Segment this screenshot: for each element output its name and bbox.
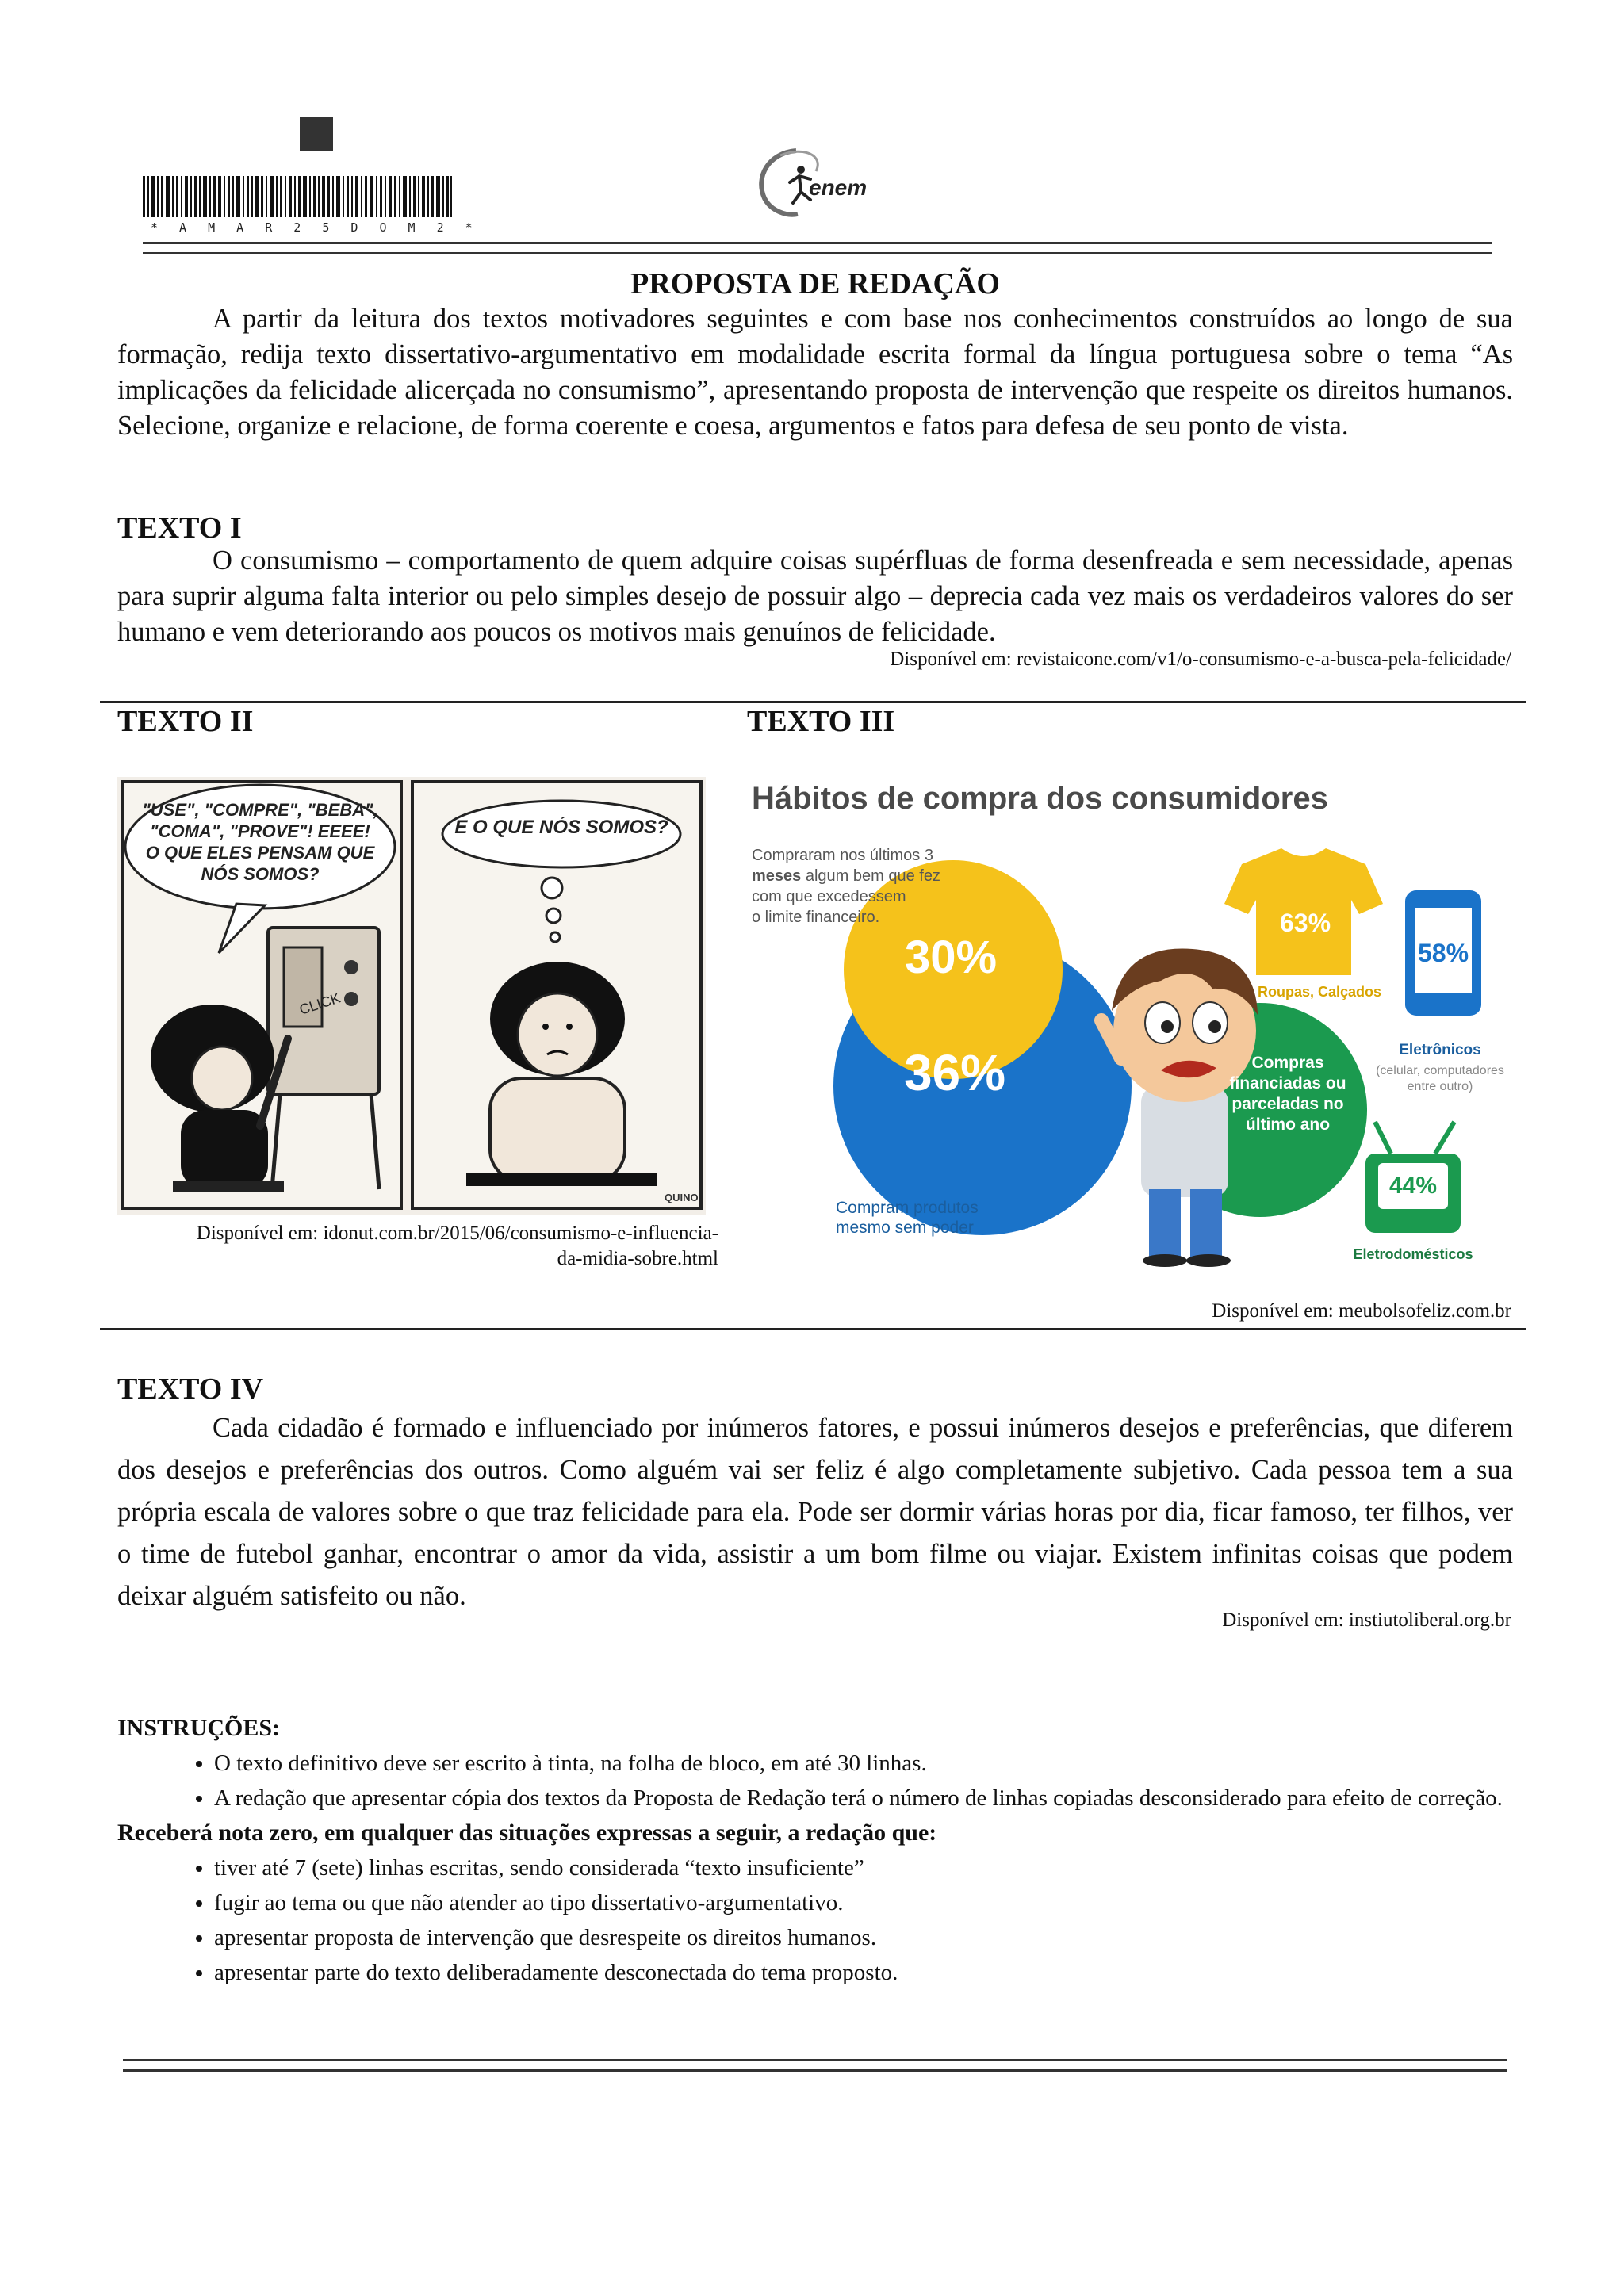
barcode	[143, 176, 452, 217]
label-eletronicos-sub1: (celular, computadores	[1376, 1064, 1504, 1077]
svg-text:36%	[904, 1044, 1005, 1101]
texto2-source-line2: da-midia-sobre.html	[557, 1248, 718, 1269]
comic-tv-sound: CLICK	[297, 989, 343, 1018]
zero-grade-item: • fugir ao tema ou que não atender ao tipo dissertativo-argumentativo.	[214, 1885, 1513, 1920]
label-compras-1: Compras	[1251, 1054, 1324, 1072]
pct-44: 44%	[1388, 1173, 1438, 1199]
footer-double-rule	[123, 2059, 1507, 2072]
svg-text:entre outro)	[1408, 1080, 1473, 1093]
note-line3: com que excedessem	[752, 888, 906, 905]
svg-text:enem	[809, 175, 867, 200]
note-line4: o limite financeiro.	[752, 909, 880, 926]
label-sempoder-2: mesmo sem poder	[836, 1219, 974, 1237]
note-line2-rest: algum bem que fez	[801, 867, 940, 885]
svg-text:Compras	[1251, 1054, 1323, 1072]
note-line2-bold: meses	[752, 867, 802, 885]
texto2-source-line1: Disponível em: idonut.com.br/2015/06/consumismo-e-influencia-	[196, 1223, 718, 1244]
texto1-title: TEXTO I	[117, 511, 242, 545]
instruction-item: • O texto definitivo deve ser escrito à tinta, na folha de bloco, em até 30 linhas.	[214, 1746, 1513, 1781]
svg-text:último ano	[1246, 1115, 1330, 1134]
zero-grade-list	[117, 1850, 1513, 1990]
black-marker-square	[300, 117, 333, 151]
barcode-code: * A M A R 2 5 D O M 2 *	[151, 220, 480, 235]
note-line1: Compraram nos últimos 3	[752, 847, 933, 864]
texto2-source	[119, 1221, 718, 1272]
texto1-source: Disponível em: revistaicone.com/v1/o-consumismo-e-a-busca-pela-felicidade/	[890, 649, 1511, 670]
texto4-title: TEXTO IV	[117, 1372, 264, 1406]
instructions-list	[117, 1746, 1513, 1816]
consumer-habits-infographic	[749, 773, 1510, 1269]
proposta-paragraph	[117, 301, 1513, 444]
proposta-text: A partir da leitura dos textos motivadores seguintes e com base nos conhecimentos construídos ao longo de sua formação, redija texto dissertativo-argumentativo em modalidade escrita formal da língua portuguesa sobre o tema “As implicações da felicidade alicerçada no consumismo”, apresentando proposta de intervenção que respeite os direitos humanos. Selecione, organize e relacione, de forma coerente e coesa, argumentos e fatos para defesa de seu ponto de vista.	[117, 304, 1513, 441]
proposta-title: PROPOSTA DE REDAÇÃO	[630, 267, 1000, 300]
zero-grade-item: • apresentar proposta de intervenção que desrespeite os direitos humanos.	[214, 1920, 1513, 1955]
instructions	[117, 1711, 1513, 1990]
texto4-source: Disponível em: instiutoliberal.org.br	[1222, 1609, 1511, 1631]
label-sempoder-1: Compram produtos	[836, 1199, 979, 1217]
divider-bottom	[100, 1328, 1526, 1330]
comic-signature: QUINO	[665, 1192, 699, 1203]
zero-grade-item: • apresentar parte do texto deliberadamente desconectada do tema proposto.	[214, 1955, 1513, 1990]
texto1-paragraph	[117, 543, 1513, 650]
svg-text:(celular, computadores	[1376, 1064, 1504, 1077]
svg-text:63%	[1280, 909, 1331, 937]
label-eletrodomesticos: Eletrodomésticos	[1353, 1246, 1473, 1262]
zero-grade-title: Receberá nota zero, em qualquer das situações expressas a seguir, a redação que:	[117, 1820, 937, 1846]
header-double-rule	[143, 242, 1492, 254]
label-roupas: Roupas, Calçados	[1257, 984, 1382, 1000]
texto4-text: Cada cidadão é formado e influenciado por inúmeros fatores, e possui inúmeros desejos e preferências, que diferem dos desejos e preferências dos outros. Como alguém vai ser feliz é algo completamente subjetivo. Cada pessoa tem a sua própria escala de valores sobre o que traz felicidade para ela. Pode ser dormir várias horas por dia, ficar famoso, ter filhos, ver o time de futebol ganhar, encontrar o amor da vida, assistir a um bom filme ou viajar. Existem infinitas coisas que podem deixar alguém satisfeito ou não.	[117, 1413, 1513, 1611]
pct-36: 36%	[903, 1044, 1006, 1101]
instruction-item: • A redação que apresentar cópia dos textos da Proposta de Redação terá o número de linhas copiadas desconsiderado para efeito de correção.	[214, 1781, 1513, 1816]
divider-top	[100, 701, 1526, 703]
instructions-title: INSTRUÇÕES:	[117, 1715, 281, 1741]
zero-grade-item: • tiver até 7 (sete) linhas escritas, sendo considerada “texto insuficiente”	[214, 1850, 1513, 1885]
svg-text:com que excedessem	[752, 888, 906, 905]
svg-text:Compram produtos	[836, 1199, 979, 1217]
texto2-title: TEXTO II	[117, 705, 254, 738]
label-compras-2: financiadas ou	[1229, 1074, 1346, 1093]
svg-text:o limite financeiro.	[752, 909, 879, 926]
svg-text:44%	[1389, 1173, 1437, 1199]
svg-text:QUINO	[665, 1192, 699, 1203]
svg-text:Compraram nos últimos 3	[752, 847, 933, 864]
comic-bubble-1: "USE", "COMPRE", "BEBA", "COMA", "PROVE"! EEEE! O QUE ELES PENSAM QUE NÓS SOMOS?	[142, 800, 378, 884]
svg-text:Roupas, Calçados	[1258, 984, 1381, 1000]
svg-text:30%	[905, 932, 997, 983]
enem-logo-text: enem	[809, 175, 868, 200]
texto1-text: O consumismo – comportamento de quem adquire coisas supérfluas de forma desenfreada e sem necessidade, apenas para suprir alguma falta interior ou pelo simples desejo de possuir algo – deprecia cada vez mais os verdadeiros valores do ser humano e vem deteriorando aos poucos os motivos mais genuínos de felicidade.	[117, 545, 1513, 647]
label-compras-3: parceladas no	[1231, 1095, 1344, 1113]
svg-text:mesmo sem poder	[836, 1219, 974, 1237]
svg-text:financiadas ou	[1229, 1074, 1346, 1093]
svg-text:58%	[1418, 939, 1469, 967]
texto3-source: Disponível em: meubolsofeliz.com.br	[1212, 1300, 1511, 1322]
svg-text:meses algum bem que fez	[752, 867, 940, 885]
pct-58: 58%	[1417, 939, 1469, 967]
pct-30: 30%	[904, 932, 998, 983]
pct-63: 63%	[1279, 909, 1331, 937]
enem-logo	[749, 141, 891, 220]
label-eletronicos: Eletrônicos	[1399, 1042, 1481, 1058]
mafalda-comic	[117, 777, 706, 1215]
svg-text:Eletrônicos	[1399, 1042, 1480, 1058]
infographic-title: Hábitos de compra dos consumidores	[752, 781, 1328, 816]
label-compras-4: último ano	[1245, 1115, 1331, 1134]
comic-bubble-2: E O QUE NÓS SOMOS?	[454, 817, 668, 838]
label-eletronicos-sub2: entre outro)	[1407, 1080, 1473, 1093]
texto4-paragraph	[117, 1407, 1513, 1617]
svg-text:Eletrodomésticos	[1353, 1246, 1473, 1262]
svg-text:parceladas no	[1231, 1095, 1343, 1113]
texto3-title: TEXTO III	[747, 705, 895, 738]
